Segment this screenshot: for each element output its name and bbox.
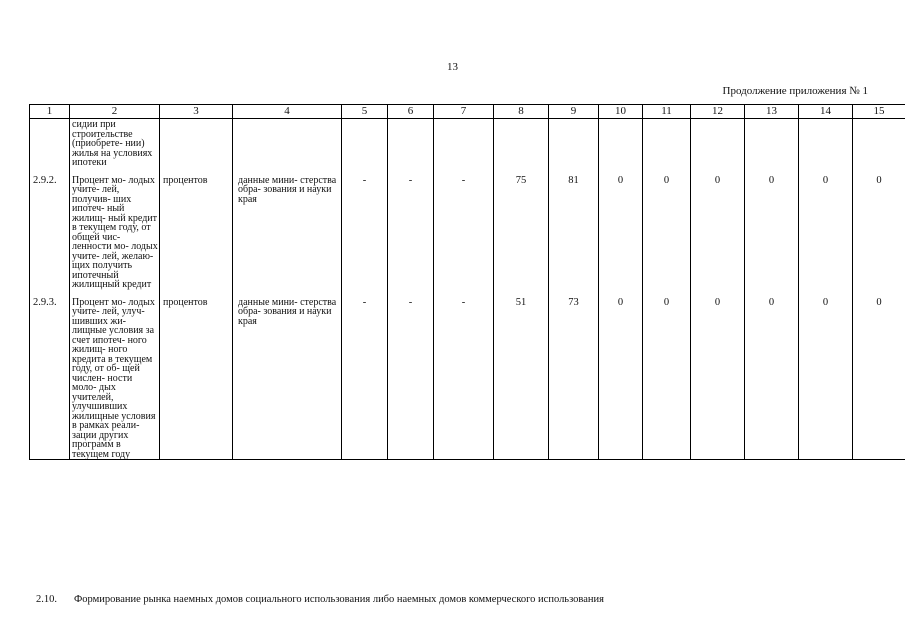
value-cell: 73 [549,290,599,460]
value-cell: 0 [799,168,853,290]
continuation-caption: Продолжение приложения № 1 [722,85,868,97]
value-cell: - [434,290,494,460]
column-header: 4 [233,105,342,119]
header-row [30,105,905,119]
table-row [30,290,905,460]
column-header: 11 [643,105,691,119]
value-cell: 0 [799,290,853,460]
value-cell: 0 [691,168,745,290]
value-cell: 81 [549,168,599,290]
column-header: 9 [549,105,599,119]
column-header: 12 [691,105,745,119]
table-row [30,168,905,290]
column-header: 8 [494,105,549,119]
column-header: 3 [160,105,233,119]
column-header: 1 [30,105,70,119]
column-header: 13 [745,105,799,119]
indicator-name: Процент мо- лодых учите- лей, улуч- шивших жи- лищные условия за счет ипотеч- ного жилищ- ного кредита в текущем году, от об- щей числен- ности моло- дых учителей, улучшивших жилищные условия в рамках реали- зации других программ в текущем году [70,290,160,460]
column-header: 14 [799,105,853,119]
source-cell: данные мини- стерства обра- зования и науки края [233,290,342,460]
value-cell: - [388,168,434,290]
value-cell: - [342,290,388,460]
column-header: 5 [342,105,388,119]
indicator-table [29,104,905,460]
value-cell: 0 [853,168,905,290]
source-cell: данные мини- стерства обра- зования и науки края [233,168,342,290]
value-cell: 0 [643,290,691,460]
column-header: 10 [599,105,643,119]
value-cell: - [342,168,388,290]
row-code: 2.9.3. [30,290,70,460]
column-header: 15 [853,105,905,119]
value-cell: 0 [745,290,799,460]
column-header: 2 [70,105,160,119]
value-cell: - [434,168,494,290]
continued-indicator-name: сидии при строительстве (приобрете- нии) жилья на условиях ипотеки [70,119,160,168]
row-code: 2.9.2. [30,168,70,290]
value-cell: 0 [691,290,745,460]
column-header: 6 [388,105,434,119]
value-cell: - [388,290,434,460]
value-cell: 0 [599,290,643,460]
section-title: Формирование рынка наемных домов социального использования либо наемных домов коммерческого использования [74,594,604,605]
value-cell: 75 [494,168,549,290]
value-cell: 0 [643,168,691,290]
indicator-name: Процент мо- лодых учите- лей, получив- ших ипотеч- ный жилищ- ный кредит в текущем году, от общей чис- ленности мо- лодых учите- лей, желаю- щих получить ипотечный жилищный кредит [70,168,160,290]
table-row-continued [30,119,905,168]
value-cell: 0 [599,168,643,290]
page-number: 13 [447,61,458,73]
section-code: 2.10. [36,594,57,605]
unit-cell: процентов [160,168,233,290]
section-heading [36,594,604,605]
value-cell: 51 [494,290,549,460]
column-header: 7 [434,105,494,119]
value-cell: 0 [853,290,905,460]
value-cell: 0 [745,168,799,290]
unit-cell: процентов [160,290,233,460]
